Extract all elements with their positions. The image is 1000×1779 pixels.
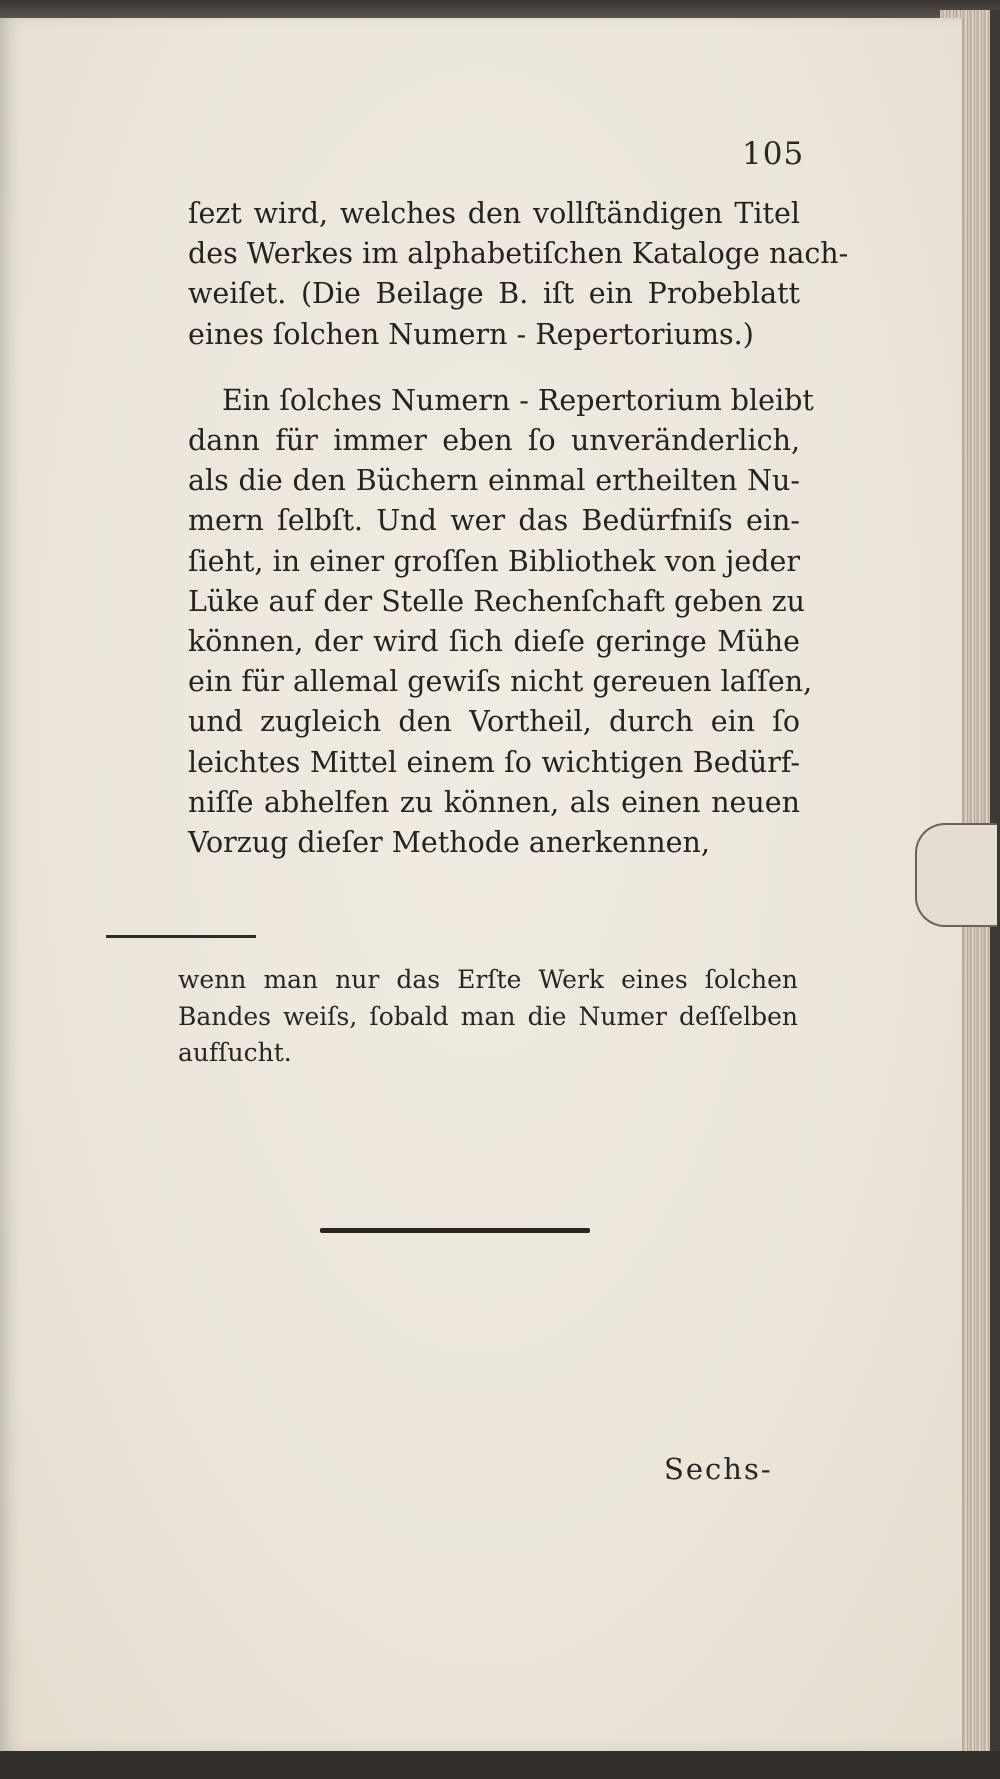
catchword: Sechs-	[664, 1452, 773, 1486]
text-line: ſezt wird, welches den vollſtändigen Titel	[188, 197, 800, 230]
book-page	[0, 18, 964, 1751]
footnote	[178, 962, 798, 1072]
text-line: leichtes Mittel einem ſo wichtigen Bedürf-	[188, 745, 800, 779]
paragraph-gap	[188, 355, 800, 381]
page-number: 105	[742, 136, 805, 172]
body-text	[188, 194, 849, 863]
text-line: des Werkes im alphabetiſchen Kataloge nach-	[188, 237, 849, 271]
text-line: weiſet. (Die Beilage B. iſt ein Probeblatt	[188, 277, 800, 311]
text-line: Ein ſolches Numern - Repertorium bleibt	[222, 383, 814, 417]
scan-bottom-edge	[0, 1751, 1000, 1779]
text-line: Vorzug dieſer Methode anerkennen,	[188, 826, 710, 860]
text-line: ſieht, in einer groſſen Bibliothek von jeder	[188, 544, 800, 578]
text-line: niſſe abhelfen zu können, als einen neuen	[188, 785, 800, 819]
text-line: ein für allemal gewiſs nicht gereuen laſſen,	[188, 665, 813, 699]
text-line: eines ſolchen Numern - Repertoriums.)	[188, 317, 754, 351]
footnote-line: Bandes weiſs, ſobald man die Numer deſſelben	[178, 1001, 798, 1031]
text-line: dann für immer eben ſo unveränderlich,	[188, 424, 800, 458]
section-rule	[320, 1228, 590, 1233]
paragraph-2	[188, 381, 814, 863]
footnote-line: wenn man nur das Erſte Werk eines ſolchen	[178, 965, 798, 994]
text-line: können, der wird ſich dieſe geringe Mühe	[188, 625, 800, 659]
text-line: und zugleich den Vortheil, durch ein ſo	[188, 705, 800, 739]
footnote-rule	[106, 935, 256, 938]
text-line: mern ſelbſt. Und wer das Bedürfniſs ein-	[188, 504, 800, 538]
text-line: als die den Büchern einmal ertheilten Nu-	[188, 464, 800, 498]
text-line: Lüke auf der Stelle Rechenſchaft geben zu	[188, 584, 806, 618]
paragraph-1	[188, 194, 849, 355]
bookmark-tab	[915, 823, 997, 927]
footnote-line: aufſucht.	[178, 1038, 292, 1067]
